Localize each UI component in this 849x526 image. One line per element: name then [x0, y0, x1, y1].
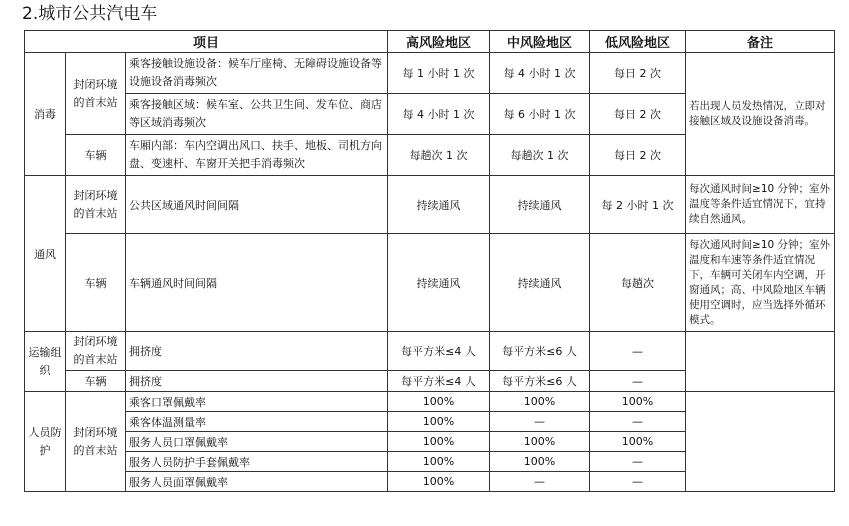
mid-cell: 持续通风	[490, 176, 590, 234]
low-cell: —	[590, 332, 686, 371]
high-cell: 100%	[388, 472, 490, 492]
item-cell: 拥挤度	[126, 371, 388, 392]
table-row	[25, 176, 835, 234]
low-cell: 每趟次	[590, 234, 686, 332]
mid-cell: 每平方米≤6 人	[490, 371, 590, 392]
category-ventilation: 通风	[25, 176, 66, 332]
low-cell: —	[590, 371, 686, 392]
header-low-risk: 低风险地区	[590, 31, 686, 53]
mid-cell: —	[490, 472, 590, 492]
item-cell: 车厢内部：车内空调出风口、扶手、地板、司机方向盘、变速杆、车窗开关把手消毒频次	[126, 135, 388, 176]
scope-vehicle: 车辆	[66, 135, 126, 176]
high-cell: 每 1 小时 1 次	[388, 53, 490, 94]
mid-cell: 每 6 小时 1 次	[490, 94, 590, 135]
item-cell: 服务人员口罩佩戴率	[126, 432, 388, 452]
high-cell: 每 4 小时 1 次	[388, 94, 490, 135]
high-cell: 持续通风	[388, 234, 490, 332]
category-disinfect: 消毒	[25, 53, 66, 176]
mid-cell: 每 4 小时 1 次	[490, 53, 590, 94]
high-cell: 持续通风	[388, 176, 490, 234]
remark-transport	[686, 332, 835, 392]
mid-cell: 每趟次 1 次	[490, 135, 590, 176]
item-cell: 乘客口罩佩戴率	[126, 392, 388, 412]
header-high-risk: 高风险地区	[388, 31, 490, 53]
category-protection: 人员防护	[25, 392, 66, 492]
mid-cell: 每平方米≤6 人	[490, 332, 590, 371]
item-cell: 乘客体温测量率	[126, 412, 388, 432]
low-cell: —	[590, 472, 686, 492]
header-item: 项目	[25, 31, 388, 53]
mid-cell: —	[490, 412, 590, 432]
scope-station: 封闭环境的首末站	[66, 53, 126, 135]
low-cell: 100%	[590, 392, 686, 412]
high-cell: 100%	[388, 432, 490, 452]
scope-station: 封闭环境的首末站	[66, 392, 126, 492]
header-row	[25, 31, 835, 53]
high-cell: 100%	[388, 412, 490, 432]
low-cell: 每 2 小时 1 次	[590, 176, 686, 234]
mid-cell: 100%	[490, 452, 590, 472]
mid-cell: 100%	[490, 432, 590, 452]
remark-ventilation-vehicle: 每次通风时间≥10 分钟；室外温度和车速等条件适宜情况下，车辆可关闭车内空调，开窗通风；高、中风险地区车辆使用空调时，应当选择外循环模式。	[686, 234, 835, 332]
header-mid-risk: 中风险地区	[490, 31, 590, 53]
section-title: 2.城市公共汽电车	[22, 4, 158, 24]
mid-cell: 持续通风	[490, 234, 590, 332]
low-cell: —	[590, 412, 686, 432]
high-cell: 每平方米≤4 人	[388, 371, 490, 392]
high-cell: 每趟次 1 次	[388, 135, 490, 176]
scope-vehicle: 车辆	[66, 234, 126, 332]
item-cell: 服务人员面罩佩戴率	[126, 472, 388, 492]
high-cell: 每平方米≤4 人	[388, 332, 490, 371]
low-cell: 每日 2 次	[590, 53, 686, 94]
table-row	[25, 392, 835, 412]
item-cell: 乘客接触设施设备：候车厅座椅、无障碍设施设备等设施设备消毒频次	[126, 53, 388, 94]
scope-vehicle: 车辆	[66, 371, 126, 392]
remark-disinfect: 若出现人员发热情况，立即对接触区域及设施设备消毒。	[686, 53, 835, 176]
item-cell: 服务人员防护手套佩戴率	[126, 452, 388, 472]
category-transport: 运输组织	[25, 332, 66, 392]
item-cell: 公共区域通风时间间隔	[126, 176, 388, 234]
item-cell: 车辆通风时间间隔	[126, 234, 388, 332]
scope-station: 封闭环境的首末站	[66, 176, 126, 234]
low-cell: —	[590, 452, 686, 472]
item-cell: 乘客接触区域：候车室、公共卫生间、发车位、商店等区域消毒频次	[126, 94, 388, 135]
scope-station: 封闭环境的首末站	[66, 332, 126, 371]
table-row	[25, 234, 835, 332]
table-row	[25, 53, 835, 94]
mid-cell: 100%	[490, 392, 590, 412]
table-row	[25, 332, 835, 371]
high-cell: 100%	[388, 392, 490, 412]
header-remark: 备注	[686, 31, 835, 53]
epidemic-measures-table	[24, 30, 835, 492]
item-cell: 拥挤度	[126, 332, 388, 371]
remark-ventilation-station: 每次通风时间≥10 分钟；室外温度等条件适宜情况下，宜持续自然通风。	[686, 176, 835, 234]
low-cell: 每日 2 次	[590, 94, 686, 135]
remark-protection	[686, 392, 835, 492]
high-cell: 100%	[388, 452, 490, 472]
low-cell: 100%	[590, 432, 686, 452]
low-cell: 每日 2 次	[590, 135, 686, 176]
